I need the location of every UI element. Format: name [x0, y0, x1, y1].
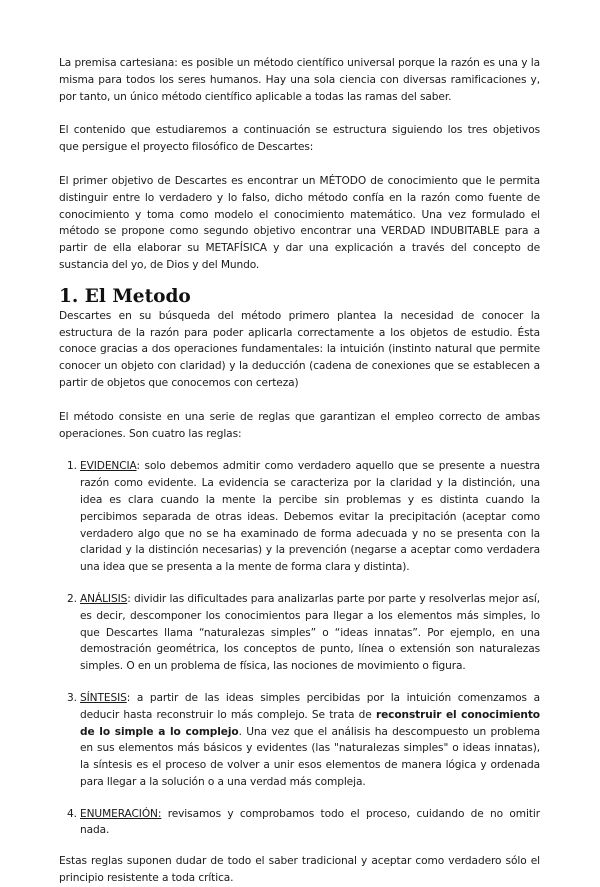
document-page: [59, 55, 540, 887]
intro-paragraph-2: El contenido que estudiaremos a continuación se estructura siguiendo los tres objetivos que persigue el proyecto filosófico de Descartes:: [59, 124, 540, 154]
rule-number: 1.: [67, 460, 77, 473]
rule-number: 4.: [67, 807, 77, 820]
rule-text-continued: . Una vez que el análisis ha descompuesto un problema en sus elementos más básicos y evidentes (las "naturalezas simples" o ideas innatas), la síntesis es el proceso de volver a unir esos elementos de manera lógica y ordenada para llegar a la solución o a una verdad más compleja.: [80, 725, 540, 788]
rule-emphasis: reconstruir el conocimiento de lo simple a lo complejo: [80, 708, 540, 738]
section-paragraph-1: Descartes en su búsqueda del método primero plantea la necesidad de conocer la estructura de la razón para poder aplicarla correctamente a los objetos de estudio. Ésta conoce gracias a dos operaciones fundamentales: la intuición (instinto natural que permite conocer un objeto con claridad) y la deducción (cadena de conexiones que se establecen a partir de objetos que conocemos con certeza): [59, 309, 540, 389]
intro-paragraph-3: El primer objetivo de Descartes es encontrar un MÉTODO de conocimiento que le permita distinguir entre lo verdadero y lo falso, dicho método confía en la razón como fuente de conocimiento y toma como modelo el conocimiento matemático. Una vez formulado el método se propone como segundo objetivo encontrar una VERDAD INDUBITABLE para a partir de ella elaborar su METAFÍSICA y dar una explicación a través del concepto de sustancia del yo, de Dios y del Mundo.: [59, 174, 540, 271]
rule-title: ENUMERACIÓN:: [80, 807, 162, 820]
closing-paragraph: Estas reglas suponen dudar de todo el saber tradicional y aceptar como verdadero sólo el principio resistente a toda crítica.: [59, 855, 540, 885]
intro-paragraph-1: La premisa cartesiana: es posible un método científico universal porque la razón es una y la misma para todos los seres humanos. Hay una sola ciencia con diversas ramificaciones y, por tanto, un único método científico aplicable a todas las ramas del saber.: [59, 57, 540, 103]
rule-title: EVIDENCIA: [80, 460, 137, 473]
rule-title: SÍNTESIS: [80, 691, 127, 704]
rule-text: : a partir de las ideas simples percibidas por la intuición comenzamos a deducir hasta reconstruir lo más complejo. Se trata de: [80, 691, 540, 721]
rule-item: [59, 690, 540, 791]
rule-title: ANÁLISIS: [80, 592, 128, 605]
rule-number: 3.: [67, 691, 77, 704]
rule-item: [59, 806, 540, 840]
section-heading: 1. El Metodo: [59, 285, 191, 307]
section-paragraph-2: El método consiste en una serie de reglas que garantizan el empleo correcto de ambas operaciones. Son cuatro las reglas:: [59, 410, 540, 440]
rule-text: revisamos y comprobamos todo el proceso, cuidando de no omitir nada.: [80, 807, 540, 837]
rules-list: [59, 458, 540, 839]
rule-number: 2.: [67, 592, 77, 605]
rule-text: : solo debemos admitir como verdadero aquello que se presente a nuestra razón como evidente. La evidencia se caracteriza por la claridad y la distinción, una idea es clara cuando la mente la percibe sin problemas y es distinta cuando la percibimos separada de otras ideas. Debemos evitar la precipitación (aceptar como verdadero algo que no se ha examinado de forma adecuada y no se presenta con la claridad y la distinción necesarias) y la prevención (negarse a aceptar como verdadera una idea que se presenta a la mente de forma clara y distinta).: [80, 460, 540, 574]
rule-item: [59, 458, 540, 576]
rule-item: [59, 591, 540, 675]
rule-text: : dividir las dificultades para analizarlas parte por parte y resolverlas mejor así, es decir, descomponer los conocimientos para llegar a los elementos más simples, lo que Descartes llama “naturalezas simples” o “ideas innatas”. Por ejemplo, en una demostración geométrica, los conceptos de punto, línea o extensión son naturalezas simples. O en un problema de física, las nociones de movimiento o figura.: [80, 592, 540, 673]
